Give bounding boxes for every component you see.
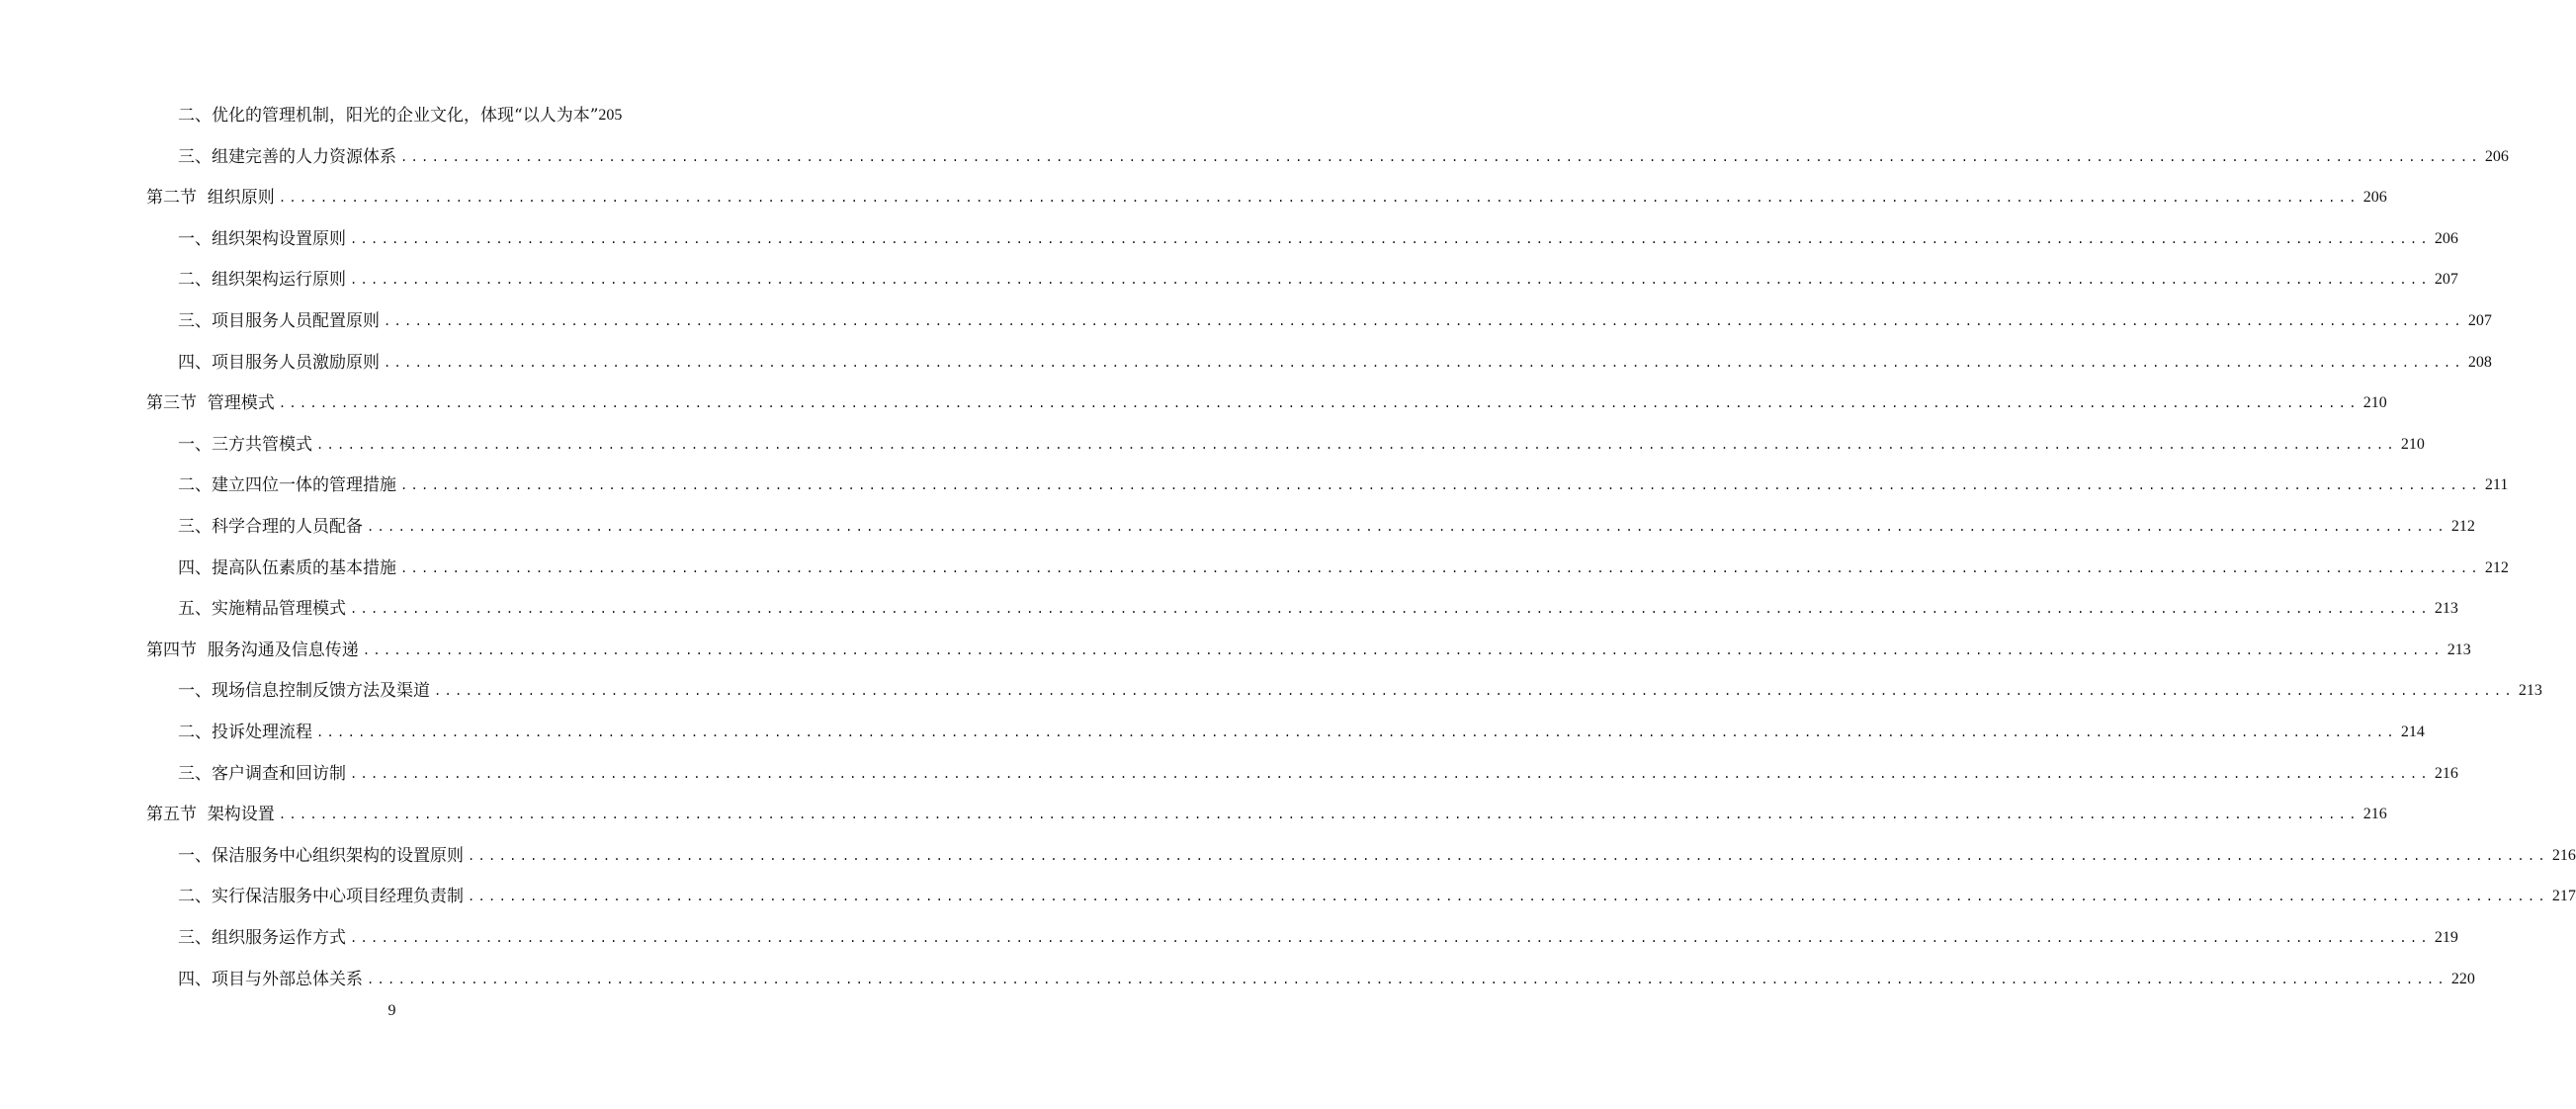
toc-dot-leader: ........................................................................................................................................................................................................ xyxy=(362,642,2444,657)
toc-dot-leader: ........................................................................................................................................................................................................ xyxy=(350,231,2431,246)
toc-subsection-entry[interactable] xyxy=(178,470,2509,500)
toc-entry-page: 219 xyxy=(2434,929,2458,946)
toc-entry-page: 210 xyxy=(2362,394,2387,412)
toc-entry-page: 207 xyxy=(2467,312,2492,329)
toc-entry-page: 206 xyxy=(2484,147,2509,165)
toc-subsection-entry[interactable] xyxy=(178,594,2458,624)
toc-subsection-entry[interactable] xyxy=(178,306,2492,336)
toc-dot-leader: ........................................................................................................................................................................................................ xyxy=(384,314,2464,328)
toc-dot-leader: ........................................................................................................................................................................................................ xyxy=(384,355,2464,370)
toc-entry-page: 216 xyxy=(2551,846,2576,864)
toc-dot-leader: ........................................................................................................................................................................................................ xyxy=(400,149,2481,164)
toc-dot-leader: ........................................................................................................................................................................................................ xyxy=(350,931,2431,945)
toc-entry-title: 二、组织架构运行原则 xyxy=(178,270,346,291)
toc-entry-title: 四、项目服务人员激励原则 xyxy=(178,352,380,373)
toc-entry-title: 三、客户调查和回访制 xyxy=(178,763,346,784)
toc-entry-title: 五、实施精品管理模式 xyxy=(178,599,346,620)
toc-subsection-entry[interactable] xyxy=(178,882,2576,911)
toc-subsection-entry[interactable] xyxy=(178,348,2492,378)
toc-entry-page: 212 xyxy=(2484,558,2509,576)
toc-subsection-entry[interactable] xyxy=(178,554,2509,583)
toc-dot-leader: ........................................................................................................................................................................................................ xyxy=(316,725,2397,739)
toc-entry-title: 第四节 服务沟通及信息传递 xyxy=(146,640,359,660)
toc-entry-title: 一、组织架构设置原则 xyxy=(178,228,346,249)
toc-entry-page: 211 xyxy=(2484,476,2509,494)
toc-subsection-entry[interactable] xyxy=(178,676,2542,706)
toc-entry-title: 一、保洁服务中心组织架构的设置原则 xyxy=(178,845,464,866)
toc-subsection-entry[interactable] xyxy=(178,224,2458,254)
toc-entry-title: 第三节 管理模式 xyxy=(146,393,275,414)
toc-dot-leader: ........................................................................................................................................................................................................ xyxy=(316,437,2397,452)
toc-entry-page: 213 xyxy=(2434,600,2458,618)
toc-dot-leader: ........................................................................................................................................................................................................ xyxy=(367,520,2447,534)
toc-entry-page: 216 xyxy=(2434,764,2458,782)
toc-entry-page: 210 xyxy=(2400,435,2425,453)
toc-subsection-entry[interactable] xyxy=(178,265,2458,295)
toc-dot-leader: ........................................................................................................................................................................................................ xyxy=(350,602,2431,617)
toc-entry-title: 二、实行保洁服务中心项目经理负责制 xyxy=(178,887,464,907)
toc-subsection-entry[interactable] xyxy=(178,923,2458,953)
toc-subsection-entry[interactable] xyxy=(178,430,2425,460)
toc-entry-title: 二、优化的管理机制，阳光的企业文化，体现“以人为本” xyxy=(178,106,599,126)
toc-subsection-entry[interactable] xyxy=(178,718,2425,747)
toc-subsection-entry[interactable] xyxy=(178,142,2509,172)
toc-entry-page: 217 xyxy=(2551,888,2576,905)
toc-entry-page: 206 xyxy=(2434,229,2458,247)
toc-subsection-entry[interactable] xyxy=(178,759,2458,789)
toc-entry-page: 212 xyxy=(2450,518,2475,535)
toc-section-entry[interactable] xyxy=(146,636,2471,665)
toc-dot-leader: ........................................................................................................................................................................................................ xyxy=(400,560,2481,575)
toc-entry-page: 207 xyxy=(2434,271,2458,289)
toc-section-entry[interactable] xyxy=(146,800,2387,829)
toc-dot-leader: ........................................................................................................................................................................................................ xyxy=(468,848,2548,863)
toc-dot-leader: ........................................................................................................................................................................................................ xyxy=(434,684,2515,699)
toc-entry-page: 214 xyxy=(2400,724,2425,740)
toc-entry-title: 二、投诉处理流程 xyxy=(178,723,312,742)
toc-subsection-entry[interactable] xyxy=(178,101,668,130)
toc-entry-title: 三、组织服务运作方式 xyxy=(178,928,346,948)
toc-entry-title: 三、科学合理的人员配备 xyxy=(178,517,363,537)
toc-dot-leader: ........................................................................................................................................................................................................ xyxy=(350,766,2431,781)
toc-dot-leader: ........................................................................................................................................................................................................ xyxy=(350,273,2431,288)
toc-entry-title: 一、三方共管模式 xyxy=(178,434,312,455)
toc-entry-page: 213 xyxy=(2447,640,2471,658)
toc-entry-title: 三、组建完善的人力资源体系 xyxy=(178,146,396,167)
toc-subsection-entry[interactable] xyxy=(178,512,2475,542)
toc-subsection-entry[interactable] xyxy=(178,965,2475,994)
toc-entry-title: 三、项目服务人员配置原则 xyxy=(178,311,380,331)
toc-entry-page: 216 xyxy=(2362,806,2387,823)
toc-entry-title: 第五节 架构设置 xyxy=(146,805,275,825)
toc-dot-leader: ........................................................................................................................................................................................................ xyxy=(278,191,2360,206)
toc-entry-title: 四、项目与外部总体关系 xyxy=(178,969,363,989)
toc-dot-leader: ........................................................................................................................................................................................................ xyxy=(468,890,2548,904)
toc-subsection-entry[interactable] xyxy=(178,841,2576,871)
toc-section-entry[interactable] xyxy=(146,183,2387,213)
toc-section-entry[interactable] xyxy=(146,388,2387,418)
toc-entry-page: 213 xyxy=(2518,682,2542,700)
toc-entry-page: 220 xyxy=(2450,970,2475,987)
toc-entry-title: 二、建立四位一体的管理措施 xyxy=(178,475,396,496)
toc-entry-page: 208 xyxy=(2467,353,2492,371)
toc-dot-leader: ........................................................................................................................................................................................................ xyxy=(278,808,2360,822)
toc-dot-leader: ........................................................................................................................................................................................................ xyxy=(367,972,2447,986)
toc-entry-page: 206 xyxy=(2362,189,2387,207)
toc-entry-title: 四、提高队伍素质的基本措施 xyxy=(178,557,396,578)
toc-entry-page: 205 xyxy=(598,107,623,124)
toc-dot-leader: ........................................................................................................................................................................................................ xyxy=(278,396,2360,411)
toc-dot-leader: ........................................................................................................................................................................................................ xyxy=(400,478,2481,493)
page-number: 9 xyxy=(387,1002,396,1019)
toc-entry-title: 第二节 组织原则 xyxy=(146,188,275,209)
toc-entry-title: 一、现场信息控制反馈方法及渠道 xyxy=(178,681,430,702)
